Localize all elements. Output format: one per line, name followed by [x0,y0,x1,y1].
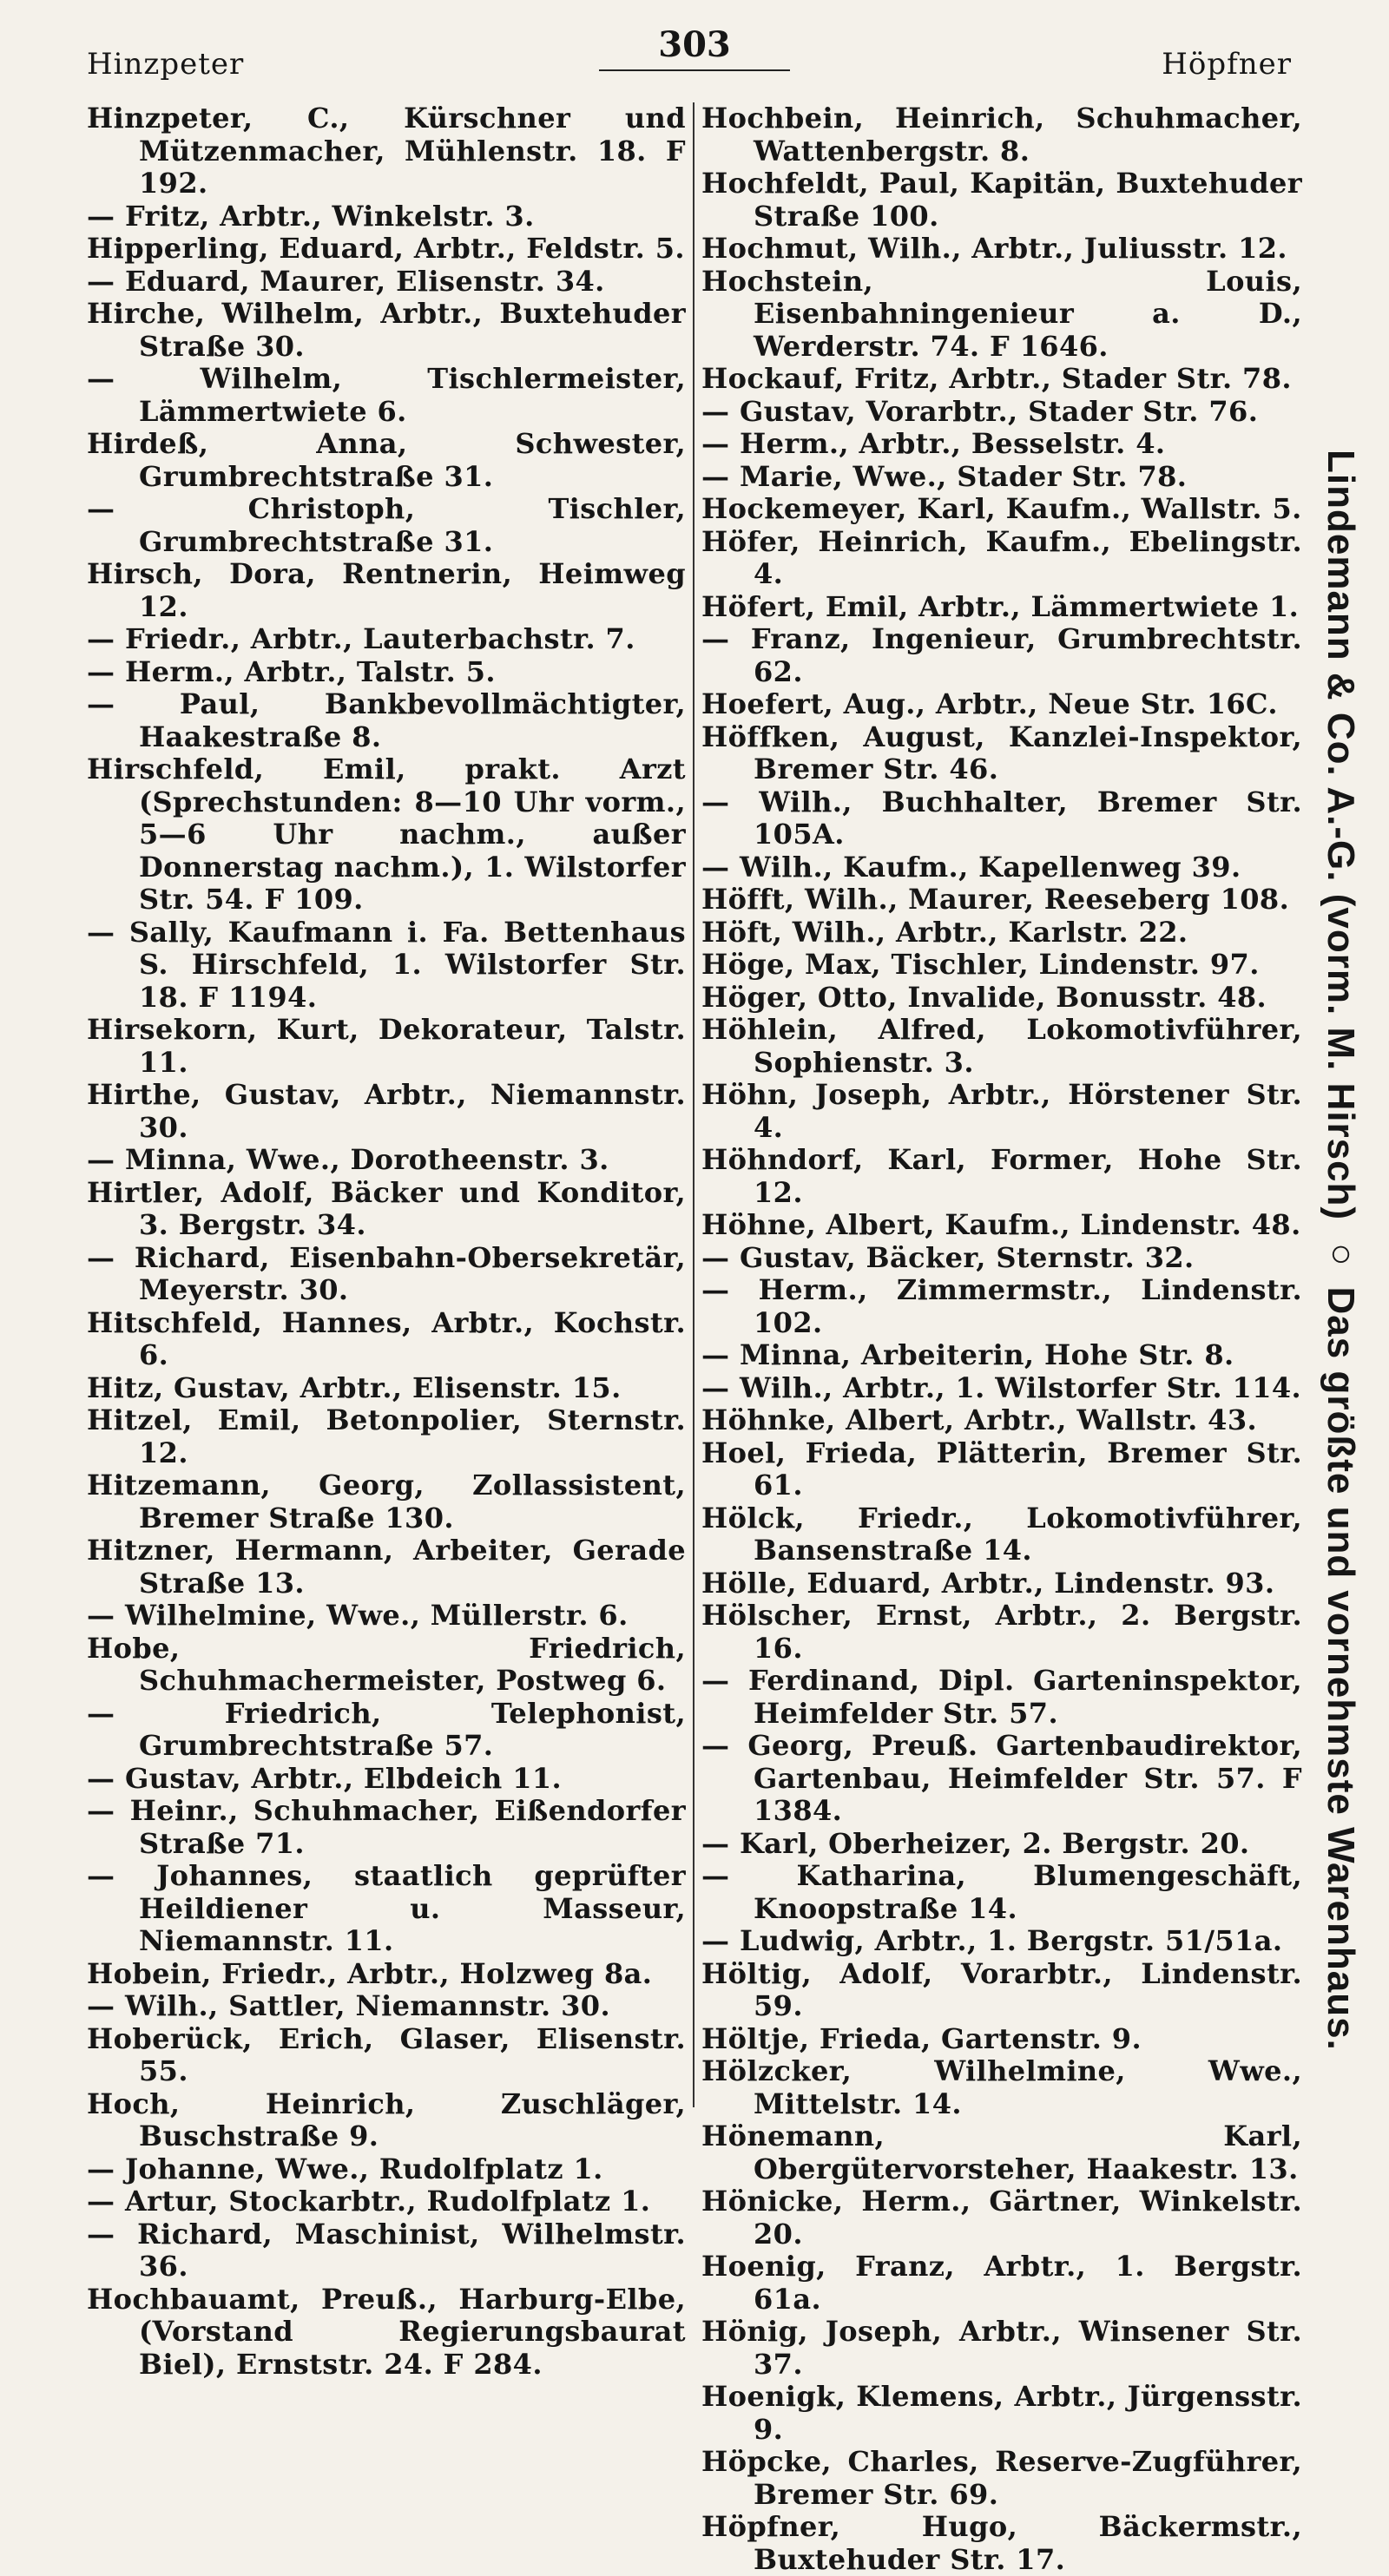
directory-entry: — Franz, Ingenieur, Grumbrechtstr. 62. [701,622,1302,688]
directory-entry: — Sally, Kaufmann i. Fa. Bettenhaus S. Hirschfeld, 1. Wilstorfer Str. 18. F 1194. [87,915,686,1014]
directory-entry: — Minna, Wwe., Dorotheenstr. 3. [87,1143,609,1176]
directory-entry: — Georg, Preuß. Gartenbaudirektor, Gartenbau, Heimfelder Str. 57. F 1384. [701,1729,1302,1827]
directory-entry: Hoenigk, Klemens, Arbtr., Jürgensstr. 9. [701,2380,1302,2446]
directory-entry: Hirtler, Adolf, Bäcker und Konditor, 3. Bergstr. 34. [87,1175,686,1241]
directory-entry: Hitzemann, Georg, Zollassistent, Bremer Straße 130. [87,1469,686,1534]
directory-entry: Höltig, Adolf, Vorarbtr., Lindenstr. 59. [701,1956,1302,2022]
directory-entry: Hirsch, Dora, Rentnerin, Heimweg 12. [87,557,686,623]
directory-entry: Höltje, Frieda, Gartenstr. 9. [701,2021,1142,2055]
directory-entry: — Herm., Zimmermstr., Lindenstr. 102. [701,1273,1302,1339]
directory-entry: — Johannes, staatlich geprüfter Heildiener u. Masseur, Niemannstr. 11. [87,1859,686,1957]
directory-entry: — Gustav, Arbtr., Elbdeich 11. [87,1761,563,1795]
directory-entry: — Friedr., Arbtr., Lauterbachstr. 7. [87,622,635,655]
directory-entry: — Gustav, Vorarbtr., Stader Str. 76. [701,394,1259,428]
directory-entry: — Gustav, Bäcker, Sternstr. 32. [701,1240,1195,1274]
directory-entry: — Minna, Arbeiterin, Hohe Str. 8. [701,1338,1234,1371]
directory-entry: Höhlein, Alfred, Lokomotivführer, Sophienstr. 3. [701,1013,1302,1079]
directory-entry: Hochfeldt, Paul, Kapitän, Buxtehuder Straße 100. [701,167,1302,233]
directory-entry: Hobein, Friedr., Arbtr., Holzweg 8a. [87,1956,653,1990]
directory-entry: — Wilhelm, Tischlermeister, Lämmertwiete 6. [87,362,686,428]
directory-entry: Höfer, Heinrich, Kaufm., Ebelingstr. 4. [701,524,1302,590]
directory-entry: Hirdeß, Anna, Schwester, Grumbrechtstraße 31. [87,427,686,493]
directory-entry: — Herm., Arbtr., Besselstr. 4. [701,427,1166,460]
page-header [0,24,1389,85]
directory-entry: Hölscher, Ernst, Arbtr., 2. Bergstr. 16. [701,1599,1302,1665]
directory-entry: Hönicke, Herm., Gärtner, Winkelstr. 20. [701,2185,1302,2251]
directory-entry: Höft, Wilh., Arbtr., Karlstr. 22. [701,915,1188,949]
directory-entry: — Fritz, Arbtr., Winkelstr. 3. [87,199,535,233]
right-column [701,102,1302,2576]
directory-entry: Hoberück, Erich, Glaser, Elisenstr. 55. [87,2021,686,2087]
directory-entry: Hipperling, Eduard, Arbtr., Feldstr. 5. [87,232,685,265]
directory-entry: — Heinr., Schuhmacher, Eißendorfer Straße 71. [87,1794,686,1860]
directory-entry: Hitschfeld, Hannes, Arbtr., Kochstr. 6. [87,1305,686,1371]
left-column [87,102,686,2381]
directory-entry: — Wilh., Kaufm., Kapellenweg 39. [701,850,1241,884]
directory-entry: Hitzel, Emil, Betonpolier, Sternstr. 12. [87,1403,686,1469]
directory-entry: — Wilh., Arbtr., 1. Wilstorfer Str. 114. [701,1370,1302,1404]
directory-entry: Hockauf, Fritz, Arbtr., Stader Str. 78. [701,362,1292,395]
directory-entry: Hitzner, Hermann, Arbeiter, Gerade Straße 13. [87,1534,686,1600]
directory-entry: Hirche, Wilhelm, Arbtr., Buxtehuder Straße 30. [87,297,686,363]
directory-entry: Höhnke, Albert, Arbtr., Wallstr. 43. [701,1403,1258,1436]
directory-entry: Hinzpeter, C., Kürschner und Mützenmacher, Mühlenstr. 18. F 192. [87,102,686,200]
directory-entry: — Artur, Stockarbtr., Rudolfplatz 1. [87,2185,651,2218]
directory-entry: Höpfner, Hugo, Bäckermstr., Buxtehuder Str. 17. [701,2510,1302,2576]
header-right-catchword: Höpfner [1162,47,1292,82]
directory-entry: — Eduard, Maurer, Elisenstr. 34. [87,264,605,298]
directory-entry: Hirthe, Gustav, Arbtr., Niemannstr. 30. [87,1078,686,1144]
column-divider [693,102,694,2107]
directory-entry: Hochstein, Louis, Eisenbahningenieur a. D., Werderstr. 74. F 1646. [701,264,1302,363]
directory-entry: Höhne, Albert, Kaufm., Lindenstr. 48. [701,1208,1301,1241]
directory-entry: — Wilh., Buchhalter, Bremer Str. 105A. [701,785,1302,851]
directory-entry: Höhn, Joseph, Arbtr., Hörstener Str. 4. [701,1078,1302,1144]
directory-entry: — Ludwig, Arbtr., 1. Bergstr. 51/51a. [701,1924,1283,1957]
directory-entry: — Paul, Bankbevollmächtigter, Haakestraße 8. [87,687,686,753]
directory-entry: Hölle, Eduard, Arbtr., Lindenstr. 93. [701,1566,1275,1600]
directory-entry: Höge, Max, Tischler, Lindenstr. 97. [701,948,1260,981]
directory-entry: — Wilh., Sattler, Niemannstr. 30. [87,1989,611,2022]
directory-entry: Hochbauamt, Preuß., Harburg-Elbe, (Vorstand Regierungsbaurat Biel), Ernststr. 24. F 284. [87,2282,686,2381]
directory-entry: — Katharina, Blumengeschäft, Knoopstraße 14. [701,1859,1302,1925]
header-rule [599,69,790,71]
directory-entry: Hochbein, Heinrich, Schuhmacher, Wattenbergstr. 8. [701,102,1302,168]
header-left-catchword: Hinzpeter [87,47,245,82]
directory-entry: Hoel, Frieda, Plätterin, Bremer Str. 61. [701,1436,1302,1502]
directory-entry: Hoefert, Aug., Arbtr., Neue Str. 16C. [701,687,1278,720]
directory-entry: Hölck, Friedr., Lokomotivführer, Bansenstraße 14. [701,1501,1302,1567]
directory-entry: — Johanne, Wwe., Rudolfplatz 1. [87,2152,603,2185]
directory-entry: Hölzcker, Wilhelmine, Wwe., Mittelstr. 14. [701,2054,1302,2120]
directory-entry: Hochmut, Wilh., Arbtr., Juliusstr. 12. [701,232,1287,265]
directory-entry: — Wilhelmine, Wwe., Müllerstr. 6. [87,1599,629,1632]
directory-entry: Hönemann, Karl, Obergütervorsteher, Haakestr. 13. [701,2119,1302,2185]
directory-entry: — Marie, Wwe., Stader Str. 78. [701,459,1188,493]
directory-entry: Höger, Otto, Invalide, Bonusstr. 48. [701,980,1267,1014]
directory-entry: Hönig, Joseph, Arbtr., Winsener Str. 37. [701,2315,1302,2381]
directory-entry: — Herm., Arbtr., Talstr. 5. [87,654,496,688]
directory-entry: Hobe, Friedrich, Schuhmachermeister, Postweg 6. [87,1631,686,1697]
directory-entry: — Karl, Oberheizer, 2. Bergstr. 20. [701,1826,1250,1860]
directory-entry: — Richard, Maschinist, Wilhelmstr. 36. [87,2217,686,2283]
directory-entry: Höhndorf, Karl, Former, Hohe Str. 12. [701,1143,1302,1209]
directory-entry: Hoenig, Franz, Arbtr., 1. Bergstr. 61a. [701,2250,1302,2316]
directory-entry: — Friedrich, Telephonist, Grumbrechtstraße 57. [87,1696,686,1762]
directory-entry: Hoch, Heinrich, Zuschläger, Buschstraße 9. [87,2086,686,2152]
directory-entry: Hitz, Gustav, Arbtr., Elisenstr. 15. [87,1370,622,1404]
directory-entry: — Christoph, Tischler, Grumbrechtstraße 31. [87,492,686,558]
directory-entry: Höffken, August, Kanzlei-Inspektor, Bremer Str. 46. [701,720,1302,785]
directory-entry: Höfert, Emil, Arbtr., Lämmertwiete 1. [701,589,1300,623]
directory-entry: — Richard, Eisenbahn-Obersekretär, Meyerstr. 30. [87,1240,686,1306]
directory-entry: Höpcke, Charles, Reserve-Zugführer, Bremer Str. 69. [701,2445,1302,2511]
directory-entry: Hirschfeld, Emil, prakt. Arzt (Sprechstunden: 8—10 Uhr vorm., 5—6 Uhr nachm., außer Donnerstag nachm.), 1. Wilstorfer Str. 54. F 109. [87,752,686,916]
page-number: 303 [658,24,731,65]
side-advertisement: Lindemann & Co. A.-G. (vorm. M. Hirsch) ○ Das größte und vornehmste Warenhaus. [1320,449,1362,2051]
directory-entry: Hockemeyer, Karl, Kaufm., Wallstr. 5. [701,492,1302,525]
directory-entry: Höfft, Wilh., Maurer, Reeseberg 108. [701,883,1290,916]
directory-entry: — Ferdinand, Dipl. Garteninspektor, Heimfelder Str. 57. [701,1664,1302,1730]
directory-entry: Hirsekorn, Kurt, Dekorateur, Talstr. 11. [87,1013,686,1079]
